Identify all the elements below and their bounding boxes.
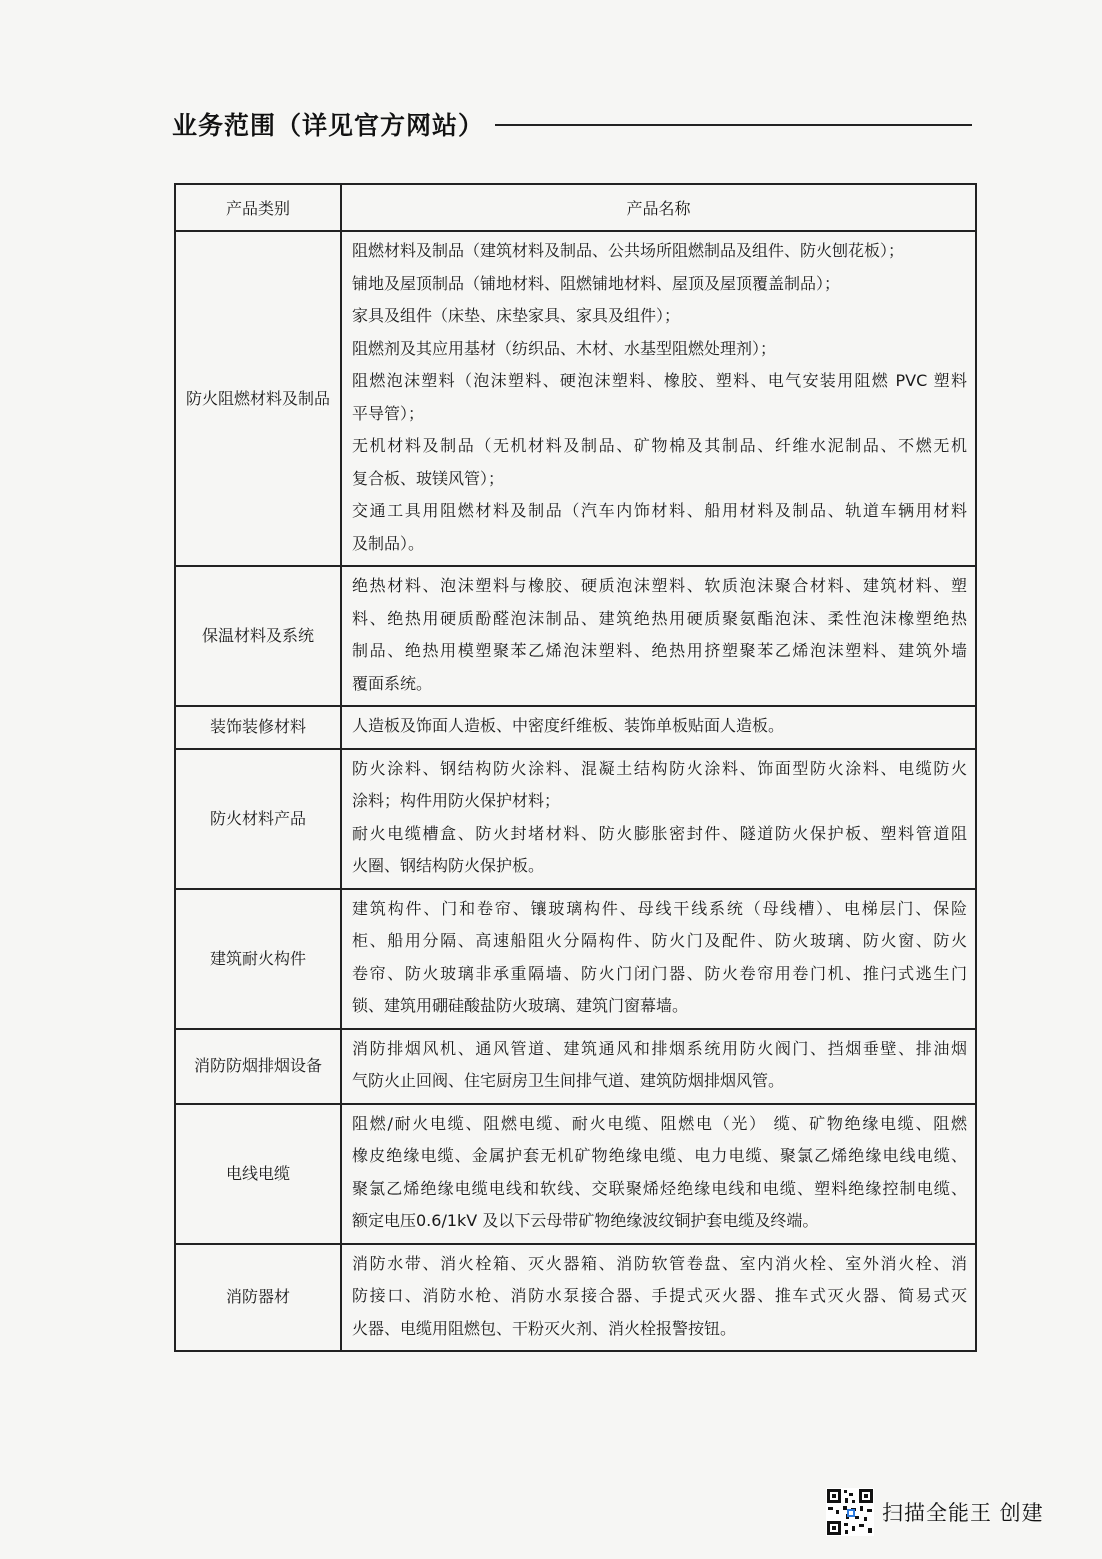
- product-line: 无机材料及制品（无机材料及制品、矿物棉及其制品、纤维水泥制品、不燃无机: [352, 436, 967, 455]
- table-row: [175, 231, 976, 566]
- product-line: 阻燃/耐火电缆、阻燃电缆、耐火电缆、阻燃电（光） 缆、矿物绝缘电缆、阻燃: [352, 1113, 967, 1133]
- product-names-cell: [341, 889, 976, 1029]
- product-names-cell: [341, 749, 976, 889]
- product-line: 绝热材料、泡沫塑料与橡胶、硬质泡沫塑料、软质泡沫聚合材料、建筑材料、塑: [352, 576, 967, 595]
- product-line: 橡皮绝缘电缆、金属护套无机矿物绝缘电缆、电力电缆、聚氯乙烯绝缘电线电缆、: [352, 1146, 967, 1165]
- product-line: 平导管）；: [352, 403, 425, 423]
- product-names-cell: [341, 231, 976, 566]
- product-line: 额定电压0.6/1kV 及以下云母带矿物绝缘波纹铜护套电缆及终端。: [352, 1211, 819, 1230]
- product-line: 消防排烟风机、通风管道、建筑通风和排烟系统用防火阀门、挡烟垂壁、排油烟: [352, 1038, 967, 1058]
- product-names-cell: [341, 1029, 976, 1104]
- table-row: [175, 1244, 976, 1352]
- product-line: 防接口、消防水枪、消防水泵接合器、手提式灭火器、推车式灭火器、简易式灭: [352, 1286, 967, 1305]
- product-line: 柜、船用分隔、高速船阻火分隔构件、防火门及配件、防火玻璃、防火窗、防火: [352, 931, 967, 950]
- product-line: 火器、电缆用阻燃包、干粉灭火剂、消火栓报警按钮。: [352, 1318, 737, 1338]
- table-row: [175, 706, 976, 749]
- table-row: [175, 1104, 976, 1244]
- category-cell: 消防器材: [175, 1244, 341, 1352]
- product-line: 交通工具用阻燃材料及制品（汽车内饰材料、船用材料及制品、轨道车辆用材料: [352, 501, 967, 520]
- table-row: [175, 1029, 976, 1104]
- product-line: 锁、建筑用硼硅酸盐防火玻璃、建筑门窗幕墙。: [352, 996, 689, 1015]
- page-title: 业务范围（详见官方网站）: [172, 111, 485, 140]
- header-product-name: 产品名称: [341, 184, 976, 231]
- header-category: 产品类别: [175, 184, 341, 231]
- product-line: 火圈、钢结构防火保护板。: [352, 856, 545, 875]
- product-names-cell: [341, 566, 976, 706]
- product-line: 聚氯乙烯绝缘电缆电线和软线、交联聚烯烃绝缘电线和电缆、塑料绝缘控制电缆、: [352, 1178, 967, 1198]
- product-line: 涂料；构件用防火保护材料；: [352, 791, 561, 810]
- product-line: 阻燃材料及制品（建筑材料及制品、公共场所阻燃制品及组件、防火刨花板）；: [352, 241, 905, 260]
- product-line: 制品、绝热用模塑聚苯乙烯泡沫塑料、绝热用挤塑聚苯乙烯泡沫塑料、建筑外墙: [352, 641, 967, 660]
- product-names-cell: [341, 706, 976, 749]
- business-scope-table: [174, 183, 977, 1352]
- product-line: 料、绝热用硬质酚醛泡沫制品、建筑绝热用硬质聚氨酯泡沫、柔性泡沫橡塑绝热: [352, 608, 967, 628]
- product-line: 防火涂料、钢结构防火涂料、混凝土结构防火涂料、饰面型防火涂料、电缆防火: [352, 758, 967, 778]
- table-body: [175, 231, 976, 1351]
- product-names-cell: [341, 1244, 976, 1352]
- product-line: 卷帘、防火玻璃非承重隔墙、防火门闭门器、防火卷帘用卷门机、推闩式逃生门: [352, 963, 967, 983]
- product-line: 人造板及饰面人造板、中密度纤维板、装饰单板贴面人造板。: [352, 716, 785, 735]
- table-row: [175, 749, 976, 889]
- category-cell: 装饰装修材料: [175, 706, 341, 749]
- heading-rule: [495, 124, 972, 126]
- product-line: 耐火电缆槽盒、防火封堵材料、防火膨胀密封件、隧道防火保护板、塑料管道阻: [352, 823, 967, 843]
- product-line: 覆面系统。: [352, 673, 433, 693]
- product-line: 阻燃剂及其应用基材（纺织品、木材、水基型阻燃处理剂）；: [352, 338, 777, 358]
- product-line: 气防火止回阀、住宅厨房卫生间排气道、建筑防烟排烟风管。: [352, 1071, 785, 1090]
- category-cell: 建筑耐火构件: [175, 889, 341, 1029]
- table-header-row: [175, 184, 976, 231]
- scanner-credit: 扫描全能王 创建: [882, 1501, 1044, 1525]
- category-cell: 消防防烟排烟设备: [175, 1029, 341, 1104]
- product-names-cell: [341, 1104, 976, 1244]
- table-row: [175, 566, 976, 706]
- product-line: 阻燃泡沫塑料（泡沫塑料、硬泡沫塑料、橡胶、塑料、电气安装用阻燃 PVC 塑料: [352, 371, 967, 390]
- category-cell: 防火阻燃材料及制品: [175, 231, 341, 566]
- product-line: 及制品）。: [352, 533, 425, 553]
- product-line: 铺地及屋顶制品（铺地材料、阻燃铺地材料、屋顶及屋顶覆盖制品）；: [352, 273, 841, 293]
- scanner-watermark: [826, 1488, 1044, 1536]
- category-cell: 保温材料及系统: [175, 566, 341, 706]
- product-line: 复合板、玻镁风管）；: [352, 468, 505, 488]
- product-line: 消防水带、消火栓箱、灭火器箱、消防软管卷盘、室内消火栓、室外消火栓、消: [352, 1253, 967, 1273]
- category-cell: 防火材料产品: [175, 749, 341, 889]
- category-cell: 电线电缆: [175, 1104, 341, 1244]
- table-row: [175, 889, 976, 1029]
- product-line: 家具及组件（床垫、床垫家具、家具及组件）；: [352, 306, 681, 325]
- qr-code-icon: [826, 1488, 874, 1536]
- product-line: 建筑构件、门和卷帘、镶玻璃构件、母线干线系统（母线槽）、电梯层门、保险: [352, 898, 967, 918]
